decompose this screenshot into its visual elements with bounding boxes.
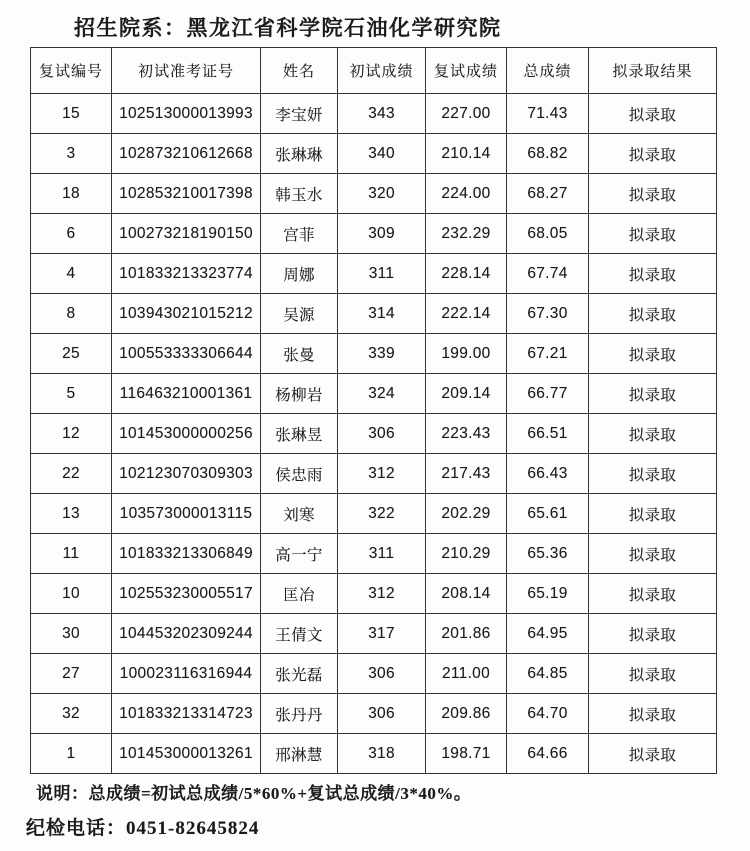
cell-result: 拟录取 (589, 734, 717, 774)
cell-retest_no: 10 (31, 574, 112, 614)
cell-result: 拟录取 (589, 654, 717, 694)
cell-retest_score: 198.71 (426, 734, 507, 774)
cell-retest_score: 232.29 (426, 214, 507, 254)
cell-result: 拟录取 (589, 94, 717, 134)
cell-exam_id: 101833213306849 (112, 534, 261, 574)
cell-initial_score: 318 (338, 734, 426, 774)
cell-total_score: 67.21 (507, 334, 589, 374)
cell-exam_id: 100553333306644 (112, 334, 261, 374)
score-formula-note: 说明：总成绩=初试总成绩/5*60%+复试总成绩/3*40%。 (36, 784, 472, 803)
cell-total_score: 71.43 (507, 94, 589, 134)
cell-retest_no: 18 (31, 174, 112, 214)
page-title: 招生院系：黑龙江省科学院石油化学研究院 (74, 16, 502, 40)
table-row (31, 134, 717, 174)
cell-exam_id: 102853210017398 (112, 174, 261, 214)
admission-results-table (30, 47, 717, 774)
cell-initial_score: 343 (338, 94, 426, 134)
cell-exam_id: 100273218190150 (112, 214, 261, 254)
column-header-retest_score: 复试成绩 (426, 48, 507, 94)
cell-name: 匡冶 (261, 574, 338, 614)
table-row (31, 94, 717, 134)
column-header-exam_id: 初试准考证号 (112, 48, 261, 94)
cell-result: 拟录取 (589, 174, 717, 214)
table-row (31, 214, 717, 254)
table-row (31, 254, 717, 294)
cell-retest_no: 5 (31, 374, 112, 414)
column-header-result: 拟录取结果 (589, 48, 717, 94)
table-header-row (31, 48, 717, 94)
column-header-initial_score: 初试成绩 (338, 48, 426, 94)
cell-exam_id: 103573000013115 (112, 494, 261, 534)
cell-retest_no: 4 (31, 254, 112, 294)
cell-total_score: 64.95 (507, 614, 589, 654)
table-row (31, 734, 717, 774)
cell-exam_id: 100023116316944 (112, 654, 261, 694)
cell-retest_no: 13 (31, 494, 112, 534)
cell-retest_score: 223.43 (426, 414, 507, 454)
cell-name: 侯忠雨 (261, 454, 338, 494)
cell-retest_score: 210.29 (426, 534, 507, 574)
cell-retest_no: 6 (31, 214, 112, 254)
cell-retest_score: 228.14 (426, 254, 507, 294)
cell-total_score: 66.43 (507, 454, 589, 494)
cell-retest_score: 227.00 (426, 94, 507, 134)
cell-initial_score: 314 (338, 294, 426, 334)
cell-total_score: 67.30 (507, 294, 589, 334)
cell-name: 李宝妍 (261, 94, 338, 134)
cell-retest_score: 217.43 (426, 454, 507, 494)
cell-exam_id: 101833213323774 (112, 254, 261, 294)
cell-name: 王倩文 (261, 614, 338, 654)
table-row (31, 534, 717, 574)
cell-exam_id: 102513000013993 (112, 94, 261, 134)
cell-total_score: 68.27 (507, 174, 589, 214)
cell-total_score: 66.51 (507, 414, 589, 454)
cell-retest_score: 211.00 (426, 654, 507, 694)
cell-name: 吴源 (261, 294, 338, 334)
cell-result: 拟录取 (589, 414, 717, 454)
cell-retest_no: 11 (31, 534, 112, 574)
cell-retest_score: 224.00 (426, 174, 507, 214)
cell-retest_no: 32 (31, 694, 112, 734)
cell-initial_score: 312 (338, 454, 426, 494)
table-row (31, 574, 717, 614)
table-header (31, 48, 717, 94)
cell-retest_no: 30 (31, 614, 112, 654)
cell-name: 杨柳岩 (261, 374, 338, 414)
cell-retest_no: 12 (31, 414, 112, 454)
cell-total_score: 67.74 (507, 254, 589, 294)
table-row (31, 414, 717, 454)
cell-retest_no: 22 (31, 454, 112, 494)
cell-result: 拟录取 (589, 294, 717, 334)
cell-name: 韩玉水 (261, 174, 338, 214)
table-row (31, 694, 717, 734)
cell-result: 拟录取 (589, 534, 717, 574)
cell-total_score: 65.19 (507, 574, 589, 614)
cell-retest_no: 25 (31, 334, 112, 374)
cell-total_score: 66.77 (507, 374, 589, 414)
cell-result: 拟录取 (589, 694, 717, 734)
cell-name: 邢淋慧 (261, 734, 338, 774)
cell-retest_no: 27 (31, 654, 112, 694)
cell-exam_id: 102873210612668 (112, 134, 261, 174)
cell-result: 拟录取 (589, 134, 717, 174)
cell-retest_score: 202.29 (426, 494, 507, 534)
cell-initial_score: 322 (338, 494, 426, 534)
cell-name: 张光磊 (261, 654, 338, 694)
cell-name: 高一宁 (261, 534, 338, 574)
cell-exam_id: 116463210001361 (112, 374, 261, 414)
cell-name: 周娜 (261, 254, 338, 294)
discipline-inspection-phone: 纪检电话：0451-82645824 (26, 818, 260, 839)
cell-retest_score: 210.14 (426, 134, 507, 174)
cell-exam_id: 101833213314723 (112, 694, 261, 734)
cell-exam_id: 101453000013261 (112, 734, 261, 774)
cell-retest_no: 15 (31, 94, 112, 134)
cell-initial_score: 311 (338, 534, 426, 574)
cell-name: 张琳昱 (261, 414, 338, 454)
table-row (31, 494, 717, 534)
cell-result: 拟录取 (589, 334, 717, 374)
table-row (31, 294, 717, 334)
cell-result: 拟录取 (589, 574, 717, 614)
cell-initial_score: 309 (338, 214, 426, 254)
cell-initial_score: 312 (338, 574, 426, 614)
cell-result: 拟录取 (589, 254, 717, 294)
cell-initial_score: 311 (338, 254, 426, 294)
table-row (31, 334, 717, 374)
cell-name: 张曼 (261, 334, 338, 374)
cell-retest_score: 222.14 (426, 294, 507, 334)
cell-retest_score: 199.00 (426, 334, 507, 374)
cell-retest_no: 3 (31, 134, 112, 174)
cell-result: 拟录取 (589, 214, 717, 254)
cell-exam_id: 102123070309303 (112, 454, 261, 494)
cell-exam_id: 102553230005517 (112, 574, 261, 614)
cell-result: 拟录取 (589, 374, 717, 414)
table-body (31, 94, 717, 774)
cell-total_score: 65.61 (507, 494, 589, 534)
cell-initial_score: 306 (338, 654, 426, 694)
cell-retest_score: 201.86 (426, 614, 507, 654)
cell-initial_score: 340 (338, 134, 426, 174)
cell-total_score: 65.36 (507, 534, 589, 574)
cell-initial_score: 306 (338, 414, 426, 454)
cell-retest_score: 209.14 (426, 374, 507, 414)
cell-retest_score: 209.86 (426, 694, 507, 734)
cell-name: 张丹丹 (261, 694, 338, 734)
cell-initial_score: 339 (338, 334, 426, 374)
cell-result: 拟录取 (589, 494, 717, 534)
cell-initial_score: 324 (338, 374, 426, 414)
cell-name: 刘寒 (261, 494, 338, 534)
cell-total_score: 68.82 (507, 134, 589, 174)
cell-name: 张琳琳 (261, 134, 338, 174)
cell-result: 拟录取 (589, 454, 717, 494)
cell-initial_score: 306 (338, 694, 426, 734)
cell-initial_score: 317 (338, 614, 426, 654)
cell-retest_no: 8 (31, 294, 112, 334)
column-header-retest_no: 复试编号 (31, 48, 112, 94)
cell-exam_id: 104453202309244 (112, 614, 261, 654)
table-row (31, 614, 717, 654)
table-row (31, 374, 717, 414)
column-header-name: 姓名 (261, 48, 338, 94)
cell-retest_score: 208.14 (426, 574, 507, 614)
cell-exam_id: 103943021015212 (112, 294, 261, 334)
column-header-total_score: 总成绩 (507, 48, 589, 94)
cell-total_score: 64.66 (507, 734, 589, 774)
table-row (31, 454, 717, 494)
table-row (31, 654, 717, 694)
cell-exam_id: 101453000000256 (112, 414, 261, 454)
table-row (31, 174, 717, 214)
cell-result: 拟录取 (589, 614, 717, 654)
cell-total_score: 68.05 (507, 214, 589, 254)
cell-total_score: 64.70 (507, 694, 589, 734)
cell-retest_no: 1 (31, 734, 112, 774)
cell-total_score: 64.85 (507, 654, 589, 694)
cell-name: 宫菲 (261, 214, 338, 254)
cell-initial_score: 320 (338, 174, 426, 214)
